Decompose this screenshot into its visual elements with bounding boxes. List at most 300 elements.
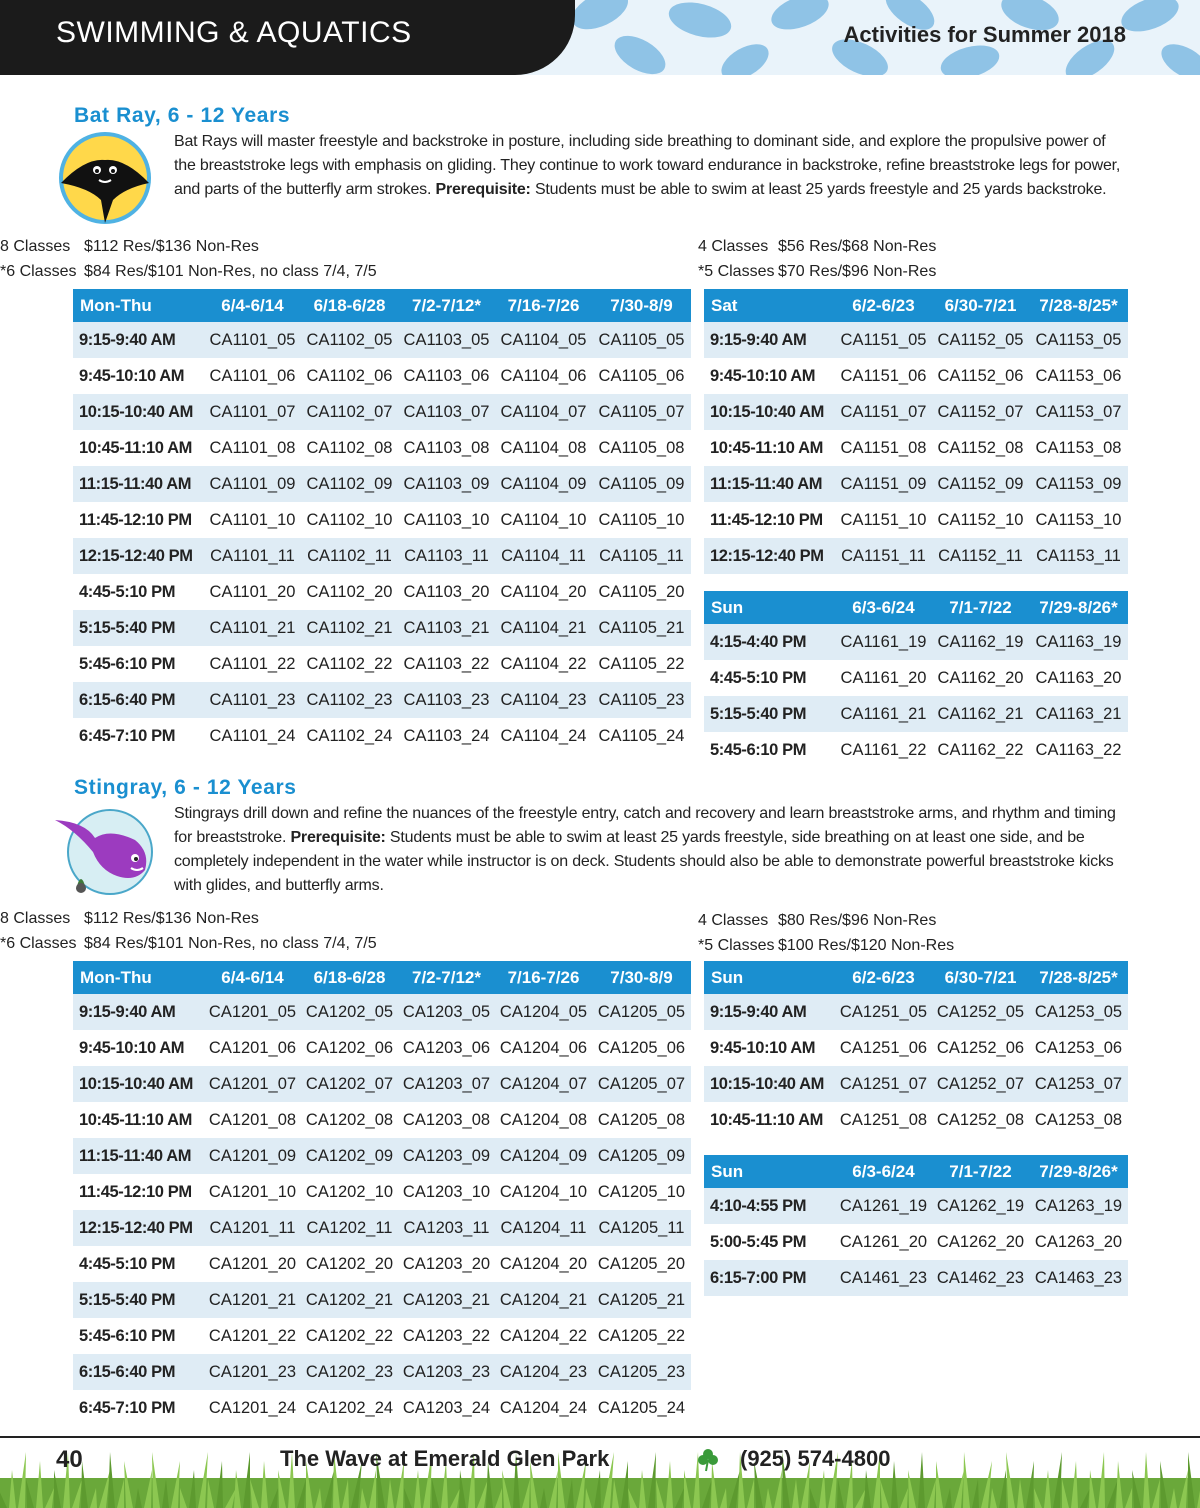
date-range-header: 6/4-6/14 (204, 289, 301, 322)
table-row (73, 1174, 691, 1210)
class-code: CA1105_22 (592, 646, 691, 682)
batray-right-pricing: 4 Classes $56 Res/$68 Non-Res *5 Classes $70 Res/$96 Non-Res (698, 238, 937, 280)
class-code: CA1105_07 (592, 394, 691, 430)
table-row (73, 646, 691, 682)
class-code: CA1105_20 (592, 574, 691, 610)
time-slot: 11:15-11:40 AM (73, 1138, 204, 1174)
class-code: CA1105_08 (592, 430, 691, 466)
time-slot: 10:45-11:10 AM (704, 430, 835, 466)
table-row (73, 1390, 691, 1426)
table-row (73, 1282, 691, 1318)
table-row (704, 994, 1128, 1030)
table-row (704, 660, 1128, 696)
class-code: CA1202_20 (301, 1246, 398, 1282)
time-slot: 9:45-10:10 AM (704, 1030, 835, 1066)
class-code: CA1103_23 (398, 682, 495, 718)
class-code: CA1202_24 (301, 1390, 398, 1426)
day-header: Sun (704, 591, 835, 624)
time-slot: 10:45-11:10 AM (704, 1102, 835, 1138)
date-range-header: 6/3-6/24 (835, 1155, 932, 1188)
table-row (704, 358, 1128, 394)
class-code: CA1103_22 (398, 646, 495, 682)
date-range-header: 6/18-6/28 (301, 961, 398, 994)
class-code: CA1101_10 (204, 502, 301, 538)
batray-left-pricing: 8 Classes $112 Res/$136 Non-Res *6 Classes $84 Res/$101 Non-Res, no class 7/4, 7/5 (0, 238, 377, 280)
date-range-header: 7/1-7/22 (932, 1155, 1029, 1188)
time-slot: 5:15-5:40 PM (73, 1282, 204, 1318)
table-row (704, 430, 1128, 466)
time-slot: 4:10-4:55 PM (704, 1188, 835, 1224)
time-slot: 10:15-10:40 AM (73, 1066, 204, 1102)
class-code: CA1205_24 (592, 1390, 691, 1426)
date-range-header: 7/1-7/22 (932, 591, 1029, 624)
time-slot: 10:15-10:40 AM (704, 1066, 835, 1102)
table-header-row (73, 289, 691, 322)
time-slot: 9:45-10:10 AM (704, 358, 835, 394)
class-code: CA1105_09 (592, 466, 691, 502)
day-header: Mon-Thu (73, 289, 204, 322)
time-slot: 12:15-12:40 PM (704, 538, 835, 574)
date-range-header: 6/4-6/14 (204, 961, 301, 994)
class-code: CA1262_19 (932, 1188, 1029, 1224)
table-row (73, 1354, 691, 1390)
day-header: Mon-Thu (73, 961, 204, 994)
class-code: CA1252_05 (932, 994, 1029, 1030)
class-code: CA1204_09 (495, 1138, 592, 1174)
class-code: CA1201_08 (204, 1102, 301, 1138)
table-header-row (704, 591, 1128, 624)
table-row (704, 1030, 1128, 1066)
time-slot: 9:15-9:40 AM (704, 322, 835, 358)
section-title: SWIMMING & AQUATICS (56, 16, 412, 49)
class-code: CA1201_10 (204, 1174, 301, 1210)
class-code: CA1102_10 (301, 502, 398, 538)
class-code: CA1205_11 (592, 1210, 691, 1246)
table-row (704, 1260, 1128, 1296)
class-code: CA1252_07 (932, 1066, 1029, 1102)
table-row (73, 1138, 691, 1174)
table-row (704, 1102, 1128, 1138)
class-code: CA1101_06 (204, 358, 301, 394)
class-code: CA1105_05 (592, 322, 691, 358)
class-code: CA1204_11 (495, 1210, 592, 1246)
table-row (704, 322, 1128, 358)
date-range-header: 7/2-7/12* (398, 289, 495, 322)
class-code: CA1152_09 (932, 466, 1029, 502)
class-code: CA1153_11 (1029, 538, 1128, 574)
class-code: CA1151_07 (835, 394, 932, 430)
class-code: CA1102_08 (301, 430, 398, 466)
class-code: CA1161_22 (835, 732, 932, 768)
class-code: CA1152_11 (932, 538, 1029, 574)
class-code: CA1103_21 (398, 610, 495, 646)
class-code: CA1204_24 (495, 1390, 592, 1426)
class-code: CA1162_21 (932, 696, 1029, 732)
class-code: CA1203_06 (398, 1030, 495, 1066)
class-code: CA1251_06 (835, 1030, 932, 1066)
class-code: CA1204_22 (495, 1318, 592, 1354)
class-code: CA1103_05 (398, 322, 495, 358)
class-code: CA1153_05 (1029, 322, 1128, 358)
class-code: CA1203_22 (398, 1318, 495, 1354)
class-code: CA1153_09 (1029, 466, 1128, 502)
date-range-header: 7/28-8/25* (1029, 961, 1128, 994)
class-code: CA1104_20 (495, 574, 592, 610)
class-code: CA1162_20 (932, 660, 1029, 696)
class-code: CA1103_20 (398, 574, 495, 610)
table-row (73, 502, 691, 538)
class-code: CA1104_08 (495, 430, 592, 466)
class-code: CA1251_07 (835, 1066, 932, 1102)
date-range-header: 7/28-8/25* (1029, 289, 1128, 322)
class-code: CA1201_20 (204, 1246, 301, 1282)
bat-ray-icon (55, 128, 155, 228)
class-code: CA1104_07 (495, 394, 592, 430)
class-code: CA1153_06 (1029, 358, 1128, 394)
class-code: CA1204_10 (495, 1174, 592, 1210)
class-code: CA1103_07 (398, 394, 495, 430)
class-code: CA1203_23 (398, 1354, 495, 1390)
date-range-header: 7/29-8/26* (1029, 1155, 1128, 1188)
class-code: CA1203_11 (398, 1210, 495, 1246)
class-code: CA1104_11 (495, 538, 592, 574)
time-slot: 5:15-5:40 PM (704, 696, 835, 732)
date-range-header: 7/16-7/26 (495, 289, 592, 322)
table-row (73, 430, 691, 466)
venue-phone: (925) 574-4800 (740, 1446, 891, 1471)
date-range-header: 7/16-7/26 (495, 961, 592, 994)
class-code: CA1203_08 (398, 1102, 495, 1138)
class-code: CA1102_22 (301, 646, 398, 682)
class-code: CA1205_23 (592, 1354, 691, 1390)
class-code: CA1161_21 (835, 696, 932, 732)
table-row (73, 610, 691, 646)
table-row (73, 994, 691, 1030)
table-row (73, 322, 691, 358)
table-header-row (704, 289, 1128, 322)
time-slot: 11:45-12:10 PM (73, 1174, 204, 1210)
batray-saturday-table (704, 289, 1128, 574)
class-code: CA1461_23 (835, 1260, 932, 1296)
class-code: CA1102_09 (301, 466, 398, 502)
class-code: CA1261_19 (835, 1188, 932, 1224)
class-code: CA1251_08 (835, 1102, 932, 1138)
table-row (73, 1102, 691, 1138)
batray-title: Bat Ray, 6 - 12 Years (74, 104, 291, 127)
day-header: Sun (704, 1155, 835, 1188)
table-row (73, 1318, 691, 1354)
time-slot: 12:15-12:40 PM (73, 538, 204, 574)
class-code: CA1205_06 (592, 1030, 691, 1066)
table-row (704, 466, 1128, 502)
table-row (704, 502, 1128, 538)
time-slot: 11:45-12:10 PM (73, 502, 204, 538)
table-row (704, 394, 1128, 430)
class-code: CA1202_07 (301, 1066, 398, 1102)
class-code: CA1101_05 (204, 322, 301, 358)
class-code: CA1253_08 (1029, 1102, 1128, 1138)
class-code: CA1152_10 (932, 502, 1029, 538)
class-code: CA1251_05 (835, 994, 932, 1030)
table-row (73, 1030, 691, 1066)
class-code: CA1104_23 (495, 682, 592, 718)
class-code: CA1152_08 (932, 430, 1029, 466)
class-code: CA1202_21 (301, 1282, 398, 1318)
class-code: CA1202_11 (301, 1210, 398, 1246)
table-row (704, 696, 1128, 732)
class-code: CA1153_10 (1029, 502, 1128, 538)
class-code: CA1202_09 (301, 1138, 398, 1174)
class-code: CA1201_05 (204, 994, 301, 1030)
class-code: CA1203_10 (398, 1174, 495, 1210)
day-header: Sun (704, 961, 835, 994)
class-code: CA1101_09 (204, 466, 301, 502)
class-code: CA1204_07 (495, 1066, 592, 1102)
class-code: CA1201_07 (204, 1066, 301, 1102)
class-code: CA1201_21 (204, 1282, 301, 1318)
time-slot: 11:15-11:40 AM (704, 466, 835, 502)
class-code: CA1161_20 (835, 660, 932, 696)
table-header-row (73, 961, 691, 994)
class-code: CA1101_11 (204, 538, 301, 574)
class-code: CA1152_07 (932, 394, 1029, 430)
stingray-sunday-evening-table (704, 1155, 1128, 1296)
time-slot: 6:15-6:40 PM (73, 682, 204, 718)
class-code: CA1105_06 (592, 358, 691, 394)
class-code: CA1104_05 (495, 322, 592, 358)
class-code: CA1103_11 (398, 538, 495, 574)
class-code: CA1202_06 (301, 1030, 398, 1066)
class-code: CA1151_08 (835, 430, 932, 466)
date-range-header: 7/2-7/12* (398, 961, 495, 994)
time-slot: 4:15-4:40 PM (704, 624, 835, 660)
time-slot: 11:45-12:10 PM (704, 502, 835, 538)
table-row (73, 538, 691, 574)
date-range-header: 6/30-7/21 (932, 961, 1029, 994)
table-row (704, 624, 1128, 660)
class-code: CA1104_22 (495, 646, 592, 682)
class-code: CA1204_21 (495, 1282, 592, 1318)
class-code: CA1201_24 (204, 1390, 301, 1426)
class-code: CA1105_21 (592, 610, 691, 646)
class-code: CA1204_08 (495, 1102, 592, 1138)
time-slot: 10:45-11:10 AM (73, 1102, 204, 1138)
time-slot: 6:15-7:00 PM (704, 1260, 835, 1296)
class-code: CA1105_10 (592, 502, 691, 538)
time-slot: 6:15-6:40 PM (73, 1354, 204, 1390)
class-code: CA1151_10 (835, 502, 932, 538)
class-code: CA1205_21 (592, 1282, 691, 1318)
class-code: CA1253_07 (1029, 1066, 1128, 1102)
time-slot: 5:45-6:10 PM (73, 1318, 204, 1354)
header-band (0, 0, 1200, 75)
time-slot: 9:15-9:40 AM (704, 994, 835, 1030)
time-slot: 4:45-5:10 PM (73, 574, 204, 610)
class-code: CA1203_20 (398, 1246, 495, 1282)
time-slot: 6:45-7:10 PM (73, 1390, 204, 1426)
class-code: CA1202_05 (301, 994, 398, 1030)
stingray-right-pricing: 4 Classes $80 Res/$96 Non-Res *5 Classes $100 Res/$120 Non-Res (698, 912, 955, 954)
class-code: CA1104_06 (495, 358, 592, 394)
class-code: CA1262_20 (932, 1224, 1029, 1260)
class-code: CA1201_23 (204, 1354, 301, 1390)
batray-weekday-table (73, 289, 691, 754)
date-range-header: 7/29-8/26* (1029, 591, 1128, 624)
table-row (704, 1066, 1128, 1102)
class-code: CA1203_05 (398, 994, 495, 1030)
class-code: CA1105_23 (592, 682, 691, 718)
class-code: CA1205_20 (592, 1246, 691, 1282)
time-slot: 9:15-9:40 AM (73, 994, 204, 1030)
class-code: CA1102_21 (301, 610, 398, 646)
table-row (704, 1224, 1128, 1260)
class-code: CA1205_10 (592, 1174, 691, 1210)
class-code: CA1205_07 (592, 1066, 691, 1102)
table-row (73, 466, 691, 502)
time-slot: 10:15-10:40 AM (73, 394, 204, 430)
class-code: CA1252_08 (932, 1102, 1029, 1138)
class-code: CA1102_06 (301, 358, 398, 394)
class-code: CA1163_22 (1029, 732, 1128, 768)
class-code: CA1204_06 (495, 1030, 592, 1066)
class-code: CA1102_05 (301, 322, 398, 358)
class-code: CA1153_08 (1029, 430, 1128, 466)
date-range-header: 6/30-7/21 (932, 289, 1029, 322)
table-row (73, 1066, 691, 1102)
class-code: CA1205_08 (592, 1102, 691, 1138)
class-code: CA1152_06 (932, 358, 1029, 394)
class-code: CA1151_05 (835, 322, 932, 358)
table-row (73, 718, 691, 754)
class-code: CA1103_09 (398, 466, 495, 502)
table-row (704, 732, 1128, 768)
time-slot: 5:45-6:10 PM (73, 646, 204, 682)
class-code: CA1163_21 (1029, 696, 1128, 732)
class-code: CA1203_21 (398, 1282, 495, 1318)
class-code: CA1253_06 (1029, 1030, 1128, 1066)
class-code: CA1101_22 (204, 646, 301, 682)
date-range-header: 6/3-6/24 (835, 591, 932, 624)
time-slot: 9:45-10:10 AM (73, 358, 204, 394)
venue-name: The Wave at Emerald Glen Park (280, 1446, 610, 1471)
class-code: CA1101_23 (204, 682, 301, 718)
stingray-weekday-table (73, 961, 691, 1426)
class-code: CA1263_20 (1029, 1224, 1128, 1260)
class-code: CA1162_22 (932, 732, 1029, 768)
class-code: CA1463_23 (1029, 1260, 1128, 1296)
class-code: CA1102_11 (301, 538, 398, 574)
class-code: CA1105_24 (592, 718, 691, 754)
season-title: Activities for Summer 2018 (843, 22, 1126, 47)
time-slot: 4:45-5:10 PM (704, 660, 835, 696)
class-code: CA1163_19 (1029, 624, 1128, 660)
table-row (73, 1246, 691, 1282)
date-range-header: 6/2-6/23 (835, 961, 932, 994)
date-range-header: 6/2-6/23 (835, 289, 932, 322)
class-code: CA1253_05 (1029, 994, 1128, 1030)
class-code: CA1102_20 (301, 574, 398, 610)
class-code: CA1101_24 (204, 718, 301, 754)
time-slot: 5:45-6:10 PM (704, 732, 835, 768)
class-code: CA1163_20 (1029, 660, 1128, 696)
class-code: CA1103_24 (398, 718, 495, 754)
class-code: CA1152_05 (932, 322, 1029, 358)
date-range-header: 6/18-6/28 (301, 289, 398, 322)
class-code: CA1202_10 (301, 1174, 398, 1210)
class-code: CA1102_07 (301, 394, 398, 430)
class-code: CA1101_08 (204, 430, 301, 466)
page-number: 40 (56, 1446, 83, 1473)
date-range-header: 7/30-8/9 (592, 289, 691, 322)
class-code: CA1205_22 (592, 1318, 691, 1354)
class-code: CA1161_19 (835, 624, 932, 660)
class-code: CA1103_10 (398, 502, 495, 538)
table-row (704, 1188, 1128, 1224)
class-code: CA1104_21 (495, 610, 592, 646)
class-code: CA1203_09 (398, 1138, 495, 1174)
time-slot: 9:45-10:10 AM (73, 1030, 204, 1066)
time-slot: 10:45-11:10 AM (73, 430, 204, 466)
time-slot: 5:15-5:40 PM (73, 610, 204, 646)
class-code: CA1462_23 (932, 1260, 1029, 1296)
class-code: CA1101_20 (204, 574, 301, 610)
time-slot: 4:45-5:10 PM (73, 1246, 204, 1282)
class-code: CA1162_19 (932, 624, 1029, 660)
class-code: CA1252_06 (932, 1030, 1029, 1066)
class-code: CA1202_23 (301, 1354, 398, 1390)
class-code: CA1204_23 (495, 1354, 592, 1390)
class-code: CA1101_21 (204, 610, 301, 646)
class-code: CA1104_09 (495, 466, 592, 502)
class-code: CA1204_05 (495, 994, 592, 1030)
table-row (704, 538, 1128, 574)
shamrock-icon (695, 1446, 721, 1472)
table-header-row (704, 961, 1128, 994)
class-code: CA1103_06 (398, 358, 495, 394)
class-code: CA1205_05 (592, 994, 691, 1030)
class-code: CA1203_07 (398, 1066, 495, 1102)
class-code: CA1263_19 (1029, 1188, 1128, 1224)
class-code: CA1151_06 (835, 358, 932, 394)
time-slot: 10:15-10:40 AM (704, 394, 835, 430)
table-row (73, 1210, 691, 1246)
table-header-row (704, 1155, 1128, 1188)
time-slot: 9:15-9:40 AM (73, 322, 204, 358)
stingray-title: Stingray, 6 - 12 Years (74, 776, 297, 799)
class-code: CA1153_07 (1029, 394, 1128, 430)
class-code: CA1102_24 (301, 718, 398, 754)
class-code: CA1201_06 (204, 1030, 301, 1066)
date-range-header: 7/30-8/9 (592, 961, 691, 994)
class-code: CA1104_24 (495, 718, 592, 754)
class-code: CA1151_09 (835, 466, 932, 502)
stingray-icon (55, 800, 155, 900)
stingray-sunday-morning-table (704, 961, 1128, 1138)
stingray-description: Stingrays drill down and refine the nuances of the freestyle entry, catch and recovery and learn breaststroke arms, and rhythm and timing for breaststroke. Prerequisite: Students must be able to swim at least 25 yards freestyle, side breathing on at least one side, and be completely independent in the water while instructor is on deck. Students should also be able to demonstrate powerful breaststroke kicks with glides, and butterfly arms. (174, 805, 1116, 894)
table-row (73, 574, 691, 610)
time-slot: 6:45-7:10 PM (73, 718, 204, 754)
stingray-left-pricing: 8 Classes $112 Res/$136 Non-Res *6 Classes $84 Res/$101 Non-Res, no class 7/4, 7/5 (0, 910, 377, 952)
batray-description: Bat Rays will master freestyle and backstroke in posture, including side breathing to dominant side, and explore the propulsive power of the breaststroke legs with emphasis on gliding. They continue to work toward endurance in backstroke, refine breaststroke legs for power, and parts of the butterfly arm strokes. Prerequisite: Students must be able to swim at least 25 yards freestyle and 25 yards backstroke. (174, 133, 1121, 198)
class-code: CA1102_23 (301, 682, 398, 718)
class-code: CA1201_22 (204, 1318, 301, 1354)
table-row (73, 682, 691, 718)
batray-sunday-table (704, 591, 1128, 768)
time-slot: 11:15-11:40 AM (73, 466, 204, 502)
class-code: CA1203_24 (398, 1390, 495, 1426)
class-code: CA1101_07 (204, 394, 301, 430)
class-code: CA1205_09 (592, 1138, 691, 1174)
